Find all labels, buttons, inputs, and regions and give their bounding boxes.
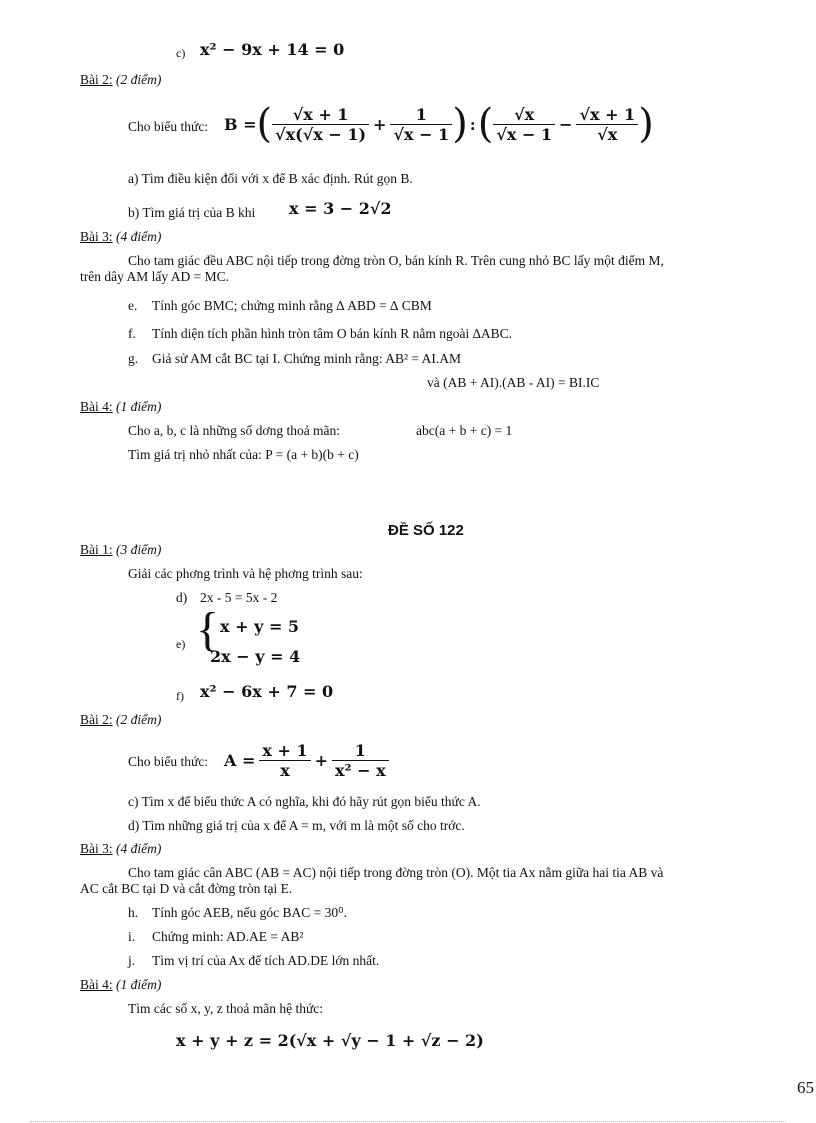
b-item-a: a) Tìm điều kiện đối với x để B xác định. Rút gọn B. [128,171,413,186]
b-f4-den: √x [597,124,618,144]
b-f1-den: √x(√x − 1) [275,124,367,144]
item-c-label: c) [176,46,186,60]
item-j-text: Tìm vị trí của Ax để tích AD.DE lớn nhất. [152,953,380,968]
de122-bai1-points: (3 điểm) [116,542,162,557]
bai3-text-1: Cho tam giác đều ABC nội tiếp trong đờng tròn O, bán kính R. Trên cung nhỏ BC lấy một điểm M, [128,253,664,268]
b-divide: : [469,114,476,134]
de122-bai3-points: (4 điểm) [116,841,162,856]
item-f-label: f) [176,689,184,703]
de122-bai3-text-1: Cho tam giác cân ABC (AB = AC) nội tiếp trong đờng tròn (O). Một tia Ax nằm giữa hai tia AB và [128,865,664,880]
a-lhs: A = [224,750,256,770]
item-h-text: Tính góc AEB, nếu góc BAC = 30⁰. [152,905,347,920]
de122-bai3-heading [80,841,161,857]
de122-bai4-heading [80,977,161,993]
equation-d: 2x - 5 = 5x - 2 [200,590,278,605]
bai3-f-label: f. [128,326,136,341]
item-i-label: i. [128,929,136,944]
section-heading: ĐỀ SỐ 122 [388,522,464,539]
item-h-label: h. [128,905,139,920]
b-f1-num: √x + 1 [272,105,369,125]
equation-c: x² − 9x + 14 = 0 [200,40,345,59]
de122-bai1-text: Giải các phơng trình và hệ phơng trình sau: [128,566,363,581]
bai3-text-2: trên dây AM lấy AD = MC. [80,269,229,284]
left-paren-2: ( [477,101,494,147]
page-number: 65 [797,1078,814,1097]
bai4-points: (1 điểm) [116,399,162,414]
b-lhs: B = [224,114,257,134]
de122-bai2-points: (2 điểm) [116,712,162,727]
b-f3-num: √x [493,105,555,125]
equation-f: x² − 6x + 7 = 0 [200,682,334,701]
a-f1-den: x [280,760,290,780]
item-e-label: e) [176,637,186,651]
de122-bai3-text-2: AC cắt BC tại D và cắt đờng tròn tại E. [80,881,293,896]
system-brace: { [196,603,220,656]
bai4-title: Bài 4: [80,399,113,414]
bai3-e-text: Tính góc BMC; chứng minh rằng ∆ ABD = ∆ CBM [152,298,432,313]
de122-bai4-points: (1 điểm) [116,977,162,992]
bai2-title: Bài 2: [80,72,113,87]
b-fraction-3 [493,105,555,144]
bai4-condition: abc(a + b + c) = 1 [416,423,513,438]
b-fraction-4 [576,105,638,144]
bai3-g-text: Giả sử AM cắt BC tại I. Chứng minh rằng: AB² = AI.AM [152,351,462,366]
right-paren: ) [452,101,468,147]
b-f2-num: 1 [390,105,452,125]
left-paren: ( [256,101,273,147]
a-f2-num: 1 [332,741,389,761]
de122-bai2-heading [80,712,161,728]
expression-a-intro: Cho biểu thức: [128,754,209,769]
bai3-g-label: g. [128,351,139,366]
b-f4-num: √x + 1 [576,105,638,125]
de122-bai1-heading [80,542,161,558]
bai3-f-text: Tính diện tích phần hình tròn tâm O bán kính R nằm ngoài ∆ABC. [152,326,512,341]
b-item-b-equation: x = 3 − 2√2 [289,199,392,218]
expression-b [224,94,654,154]
bai2-points: (2 điểm) [116,72,162,87]
b-fraction-1 [272,105,369,144]
b-minus: − [559,114,573,134]
bai3-points: (4 điểm) [116,229,162,244]
item-j-label: j. [128,953,136,968]
item-d-label: d) [176,590,188,605]
right-paren-2: ) [638,101,654,147]
b-fraction-2 [390,105,452,144]
de122-bai2-title: Bài 2: [80,712,113,727]
de122-bai4-title: Bài 4: [80,977,113,992]
de122-bai3-title: Bài 3: [80,841,113,856]
bai3-g-text-2: và (AB + AI).(AB - AI) = BI.IC [427,375,600,390]
a-plus: + [314,750,329,770]
bai2-heading [80,72,161,88]
footer-divider [30,1121,786,1122]
de122-bai4-text: Tìm các số x, y, z thoả mãn hệ thức: [128,1001,324,1016]
system-equation-2: 2x − y = 4 [210,647,301,666]
de122-bai1-title: Bài 1: [80,542,113,557]
a-fraction-1 [259,741,310,780]
a-f1-num: x + 1 [259,741,310,761]
bai3-heading [80,229,161,245]
b-f2-den: √x − 1 [393,124,450,144]
bai4-text-2: Tìm giá trị nhỏ nhất của: P = (a + b)(b + c) [128,447,359,462]
expression-b-intro: Cho biểu thức: [128,119,209,134]
b-plus: + [373,114,387,134]
bai4-heading [80,399,161,415]
b-item-b: b) Tìm giá trị của B khi [128,205,256,220]
expression-a [224,734,389,786]
a-item-d: d) Tìm những giá trị của x để A = m, với m là một số cho trớc. [128,818,465,833]
de122-bai4-equation: x + y + z = 2(√x + √y − 1 + √z − 2) [176,1031,484,1050]
a-fraction-2 [332,741,389,780]
a-item-c: c) Tìm x để biểu thức A có nghĩa, khi đó hãy rút gọn biểu thức A. [128,794,481,809]
bai4-text-1: Cho a, b, c là những số dơng thoả mãn: [128,423,341,438]
item-i-text: Chứng minh: AD.AE = AB² [152,929,304,944]
a-f2-den: x² − x [335,760,386,780]
bai3-e-label: e. [128,298,138,313]
bai3-title: Bài 3: [80,229,113,244]
b-f3-den: √x − 1 [496,124,553,144]
system-equation-1: x + y = 5 [220,617,300,636]
